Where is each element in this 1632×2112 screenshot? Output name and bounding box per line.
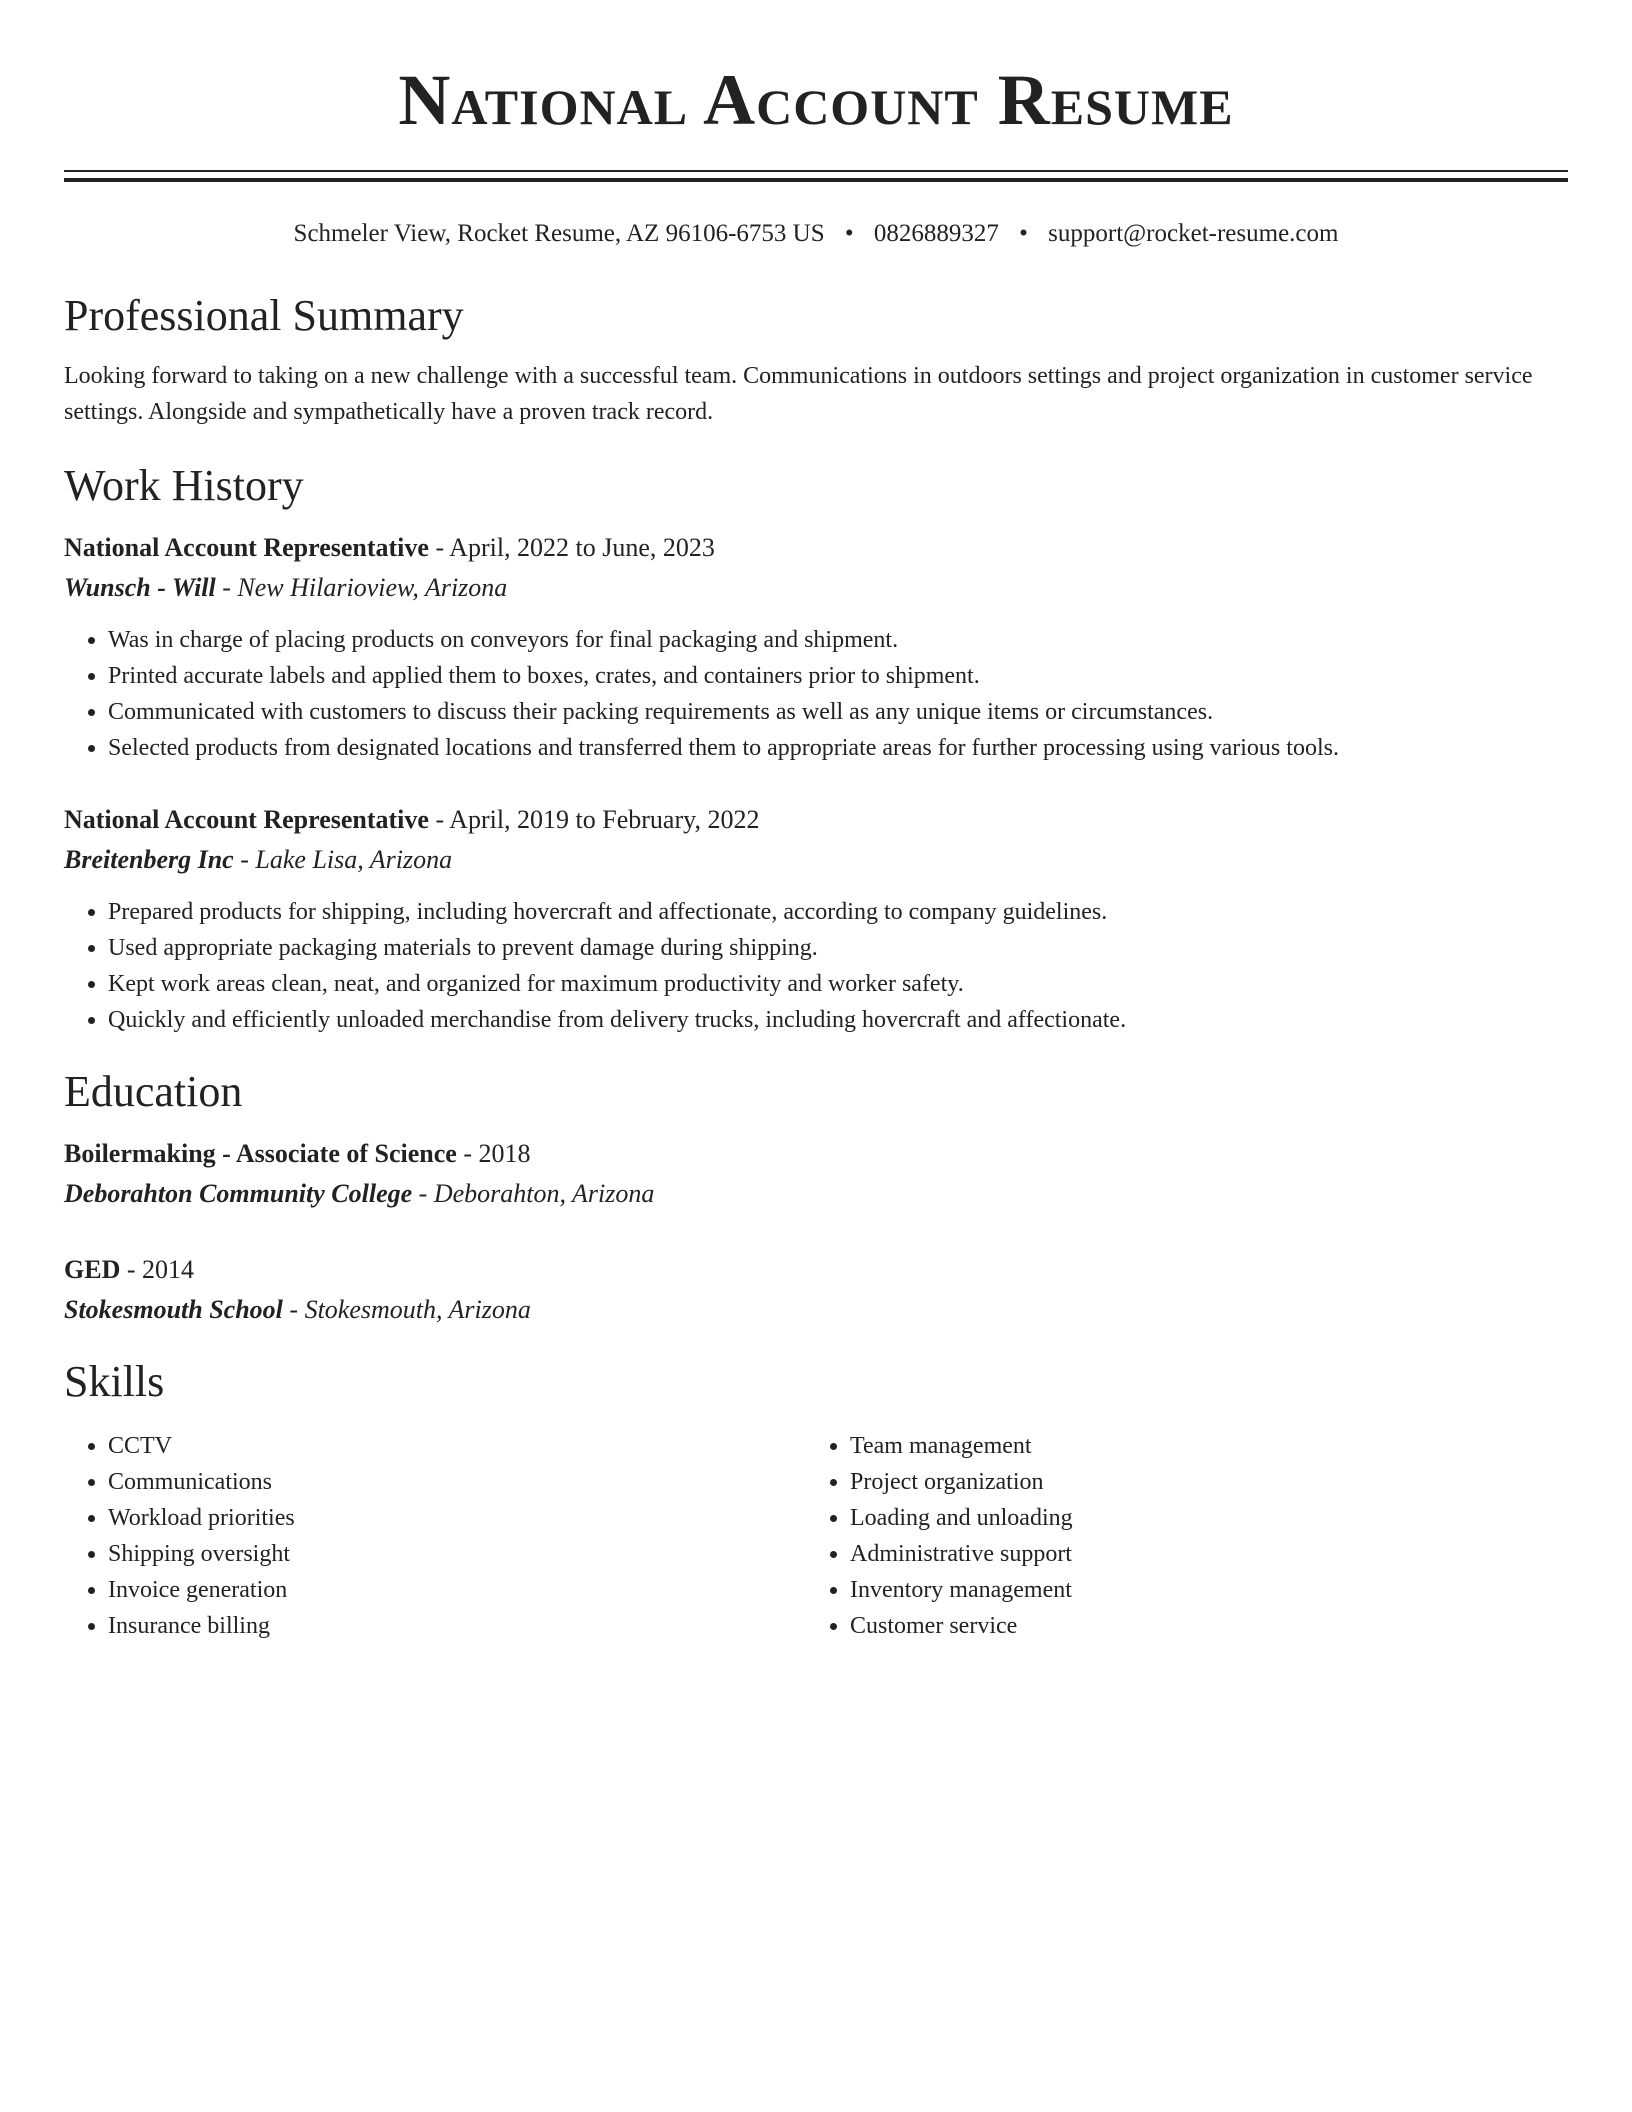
education-dash: - [282, 1295, 305, 1324]
job-title: National Account Representative [64, 533, 429, 562]
job-company: Wunsch - Will [64, 573, 216, 602]
education-entry [64, 1136, 1568, 1212]
education-degree: Boilermaking - Associate of Science [64, 1139, 457, 1168]
job-dash: - [428, 533, 450, 562]
skill-item: • Inventory management [850, 1572, 1548, 1608]
contact-line [64, 218, 1568, 250]
contact-separator: • [844, 220, 854, 247]
job-bullet: • Was in charge of placing products on conveyors for final packaging and shipment. [108, 622, 1568, 658]
skills-columns [64, 1428, 1568, 1644]
job-bullet: • Prepared products for shipping, including hovercraft and affectionate, according to company guidelines. [108, 894, 1568, 930]
education-year: 2018 [478, 1139, 531, 1168]
job-bullet: • Printed accurate labels and applied them to boxes, crates, and containers prior to shipment. [108, 658, 1568, 694]
skill-item: • Communications [108, 1464, 806, 1500]
education-location: Deborahton, Arizona [433, 1179, 655, 1208]
contact-email: support@rocket-resume.com [1048, 220, 1339, 247]
summary-text: Looking forward to taking on a new challenge with a successful team. Communications in outdoors settings and project organization in customer service settings. Alongside and sympathetically have a proven track record. [64, 363, 1533, 425]
summary-heading: Professional Summary [64, 291, 464, 340]
job-employer [64, 570, 1568, 606]
work-history-heading: Work History [64, 461, 304, 510]
job-company: Breitenberg Inc [64, 845, 234, 874]
education-school: Stokesmouth School [64, 1295, 283, 1324]
education-dash: - [456, 1139, 479, 1168]
skill-item: • Team management [850, 1428, 1548, 1464]
contact-separator: • [1019, 220, 1028, 247]
skill-item: • Workload priorities [108, 1500, 806, 1536]
job-bullet: • Kept work areas clean, neat, and organized for maximum productivity and worker safety. [108, 966, 1568, 1002]
resume-title: National Account Resume [398, 60, 1234, 140]
job-title: National Account Representative [64, 805, 429, 834]
job-dash: - [215, 573, 238, 602]
job-dates: April, 2022 to June, 2023 [449, 533, 715, 562]
contact-address: Schmeler View, Rocket Resume, AZ 96106-6753 US [293, 220, 825, 247]
education-entry [64, 1252, 1568, 1328]
job-bullet: • Selected products from designated locations and transferred them to appropriate areas for further processing using various tools. [108, 730, 1568, 766]
skill-item: • Shipping oversight [108, 1536, 806, 1572]
education-header [64, 1252, 1568, 1288]
job-bullets [64, 622, 1568, 766]
skill-item: • Administrative support [850, 1536, 1548, 1572]
job-bullet: • Used appropriate packaging materials to prevent damage during shipping. [108, 930, 1568, 966]
education-dash: - [120, 1255, 143, 1284]
education-year: 2014 [142, 1255, 195, 1284]
job-dash: - [428, 805, 450, 834]
job-bullets [64, 894, 1568, 1038]
header-rule-thin [64, 170, 1568, 172]
job-location: New Hilarioview, Arizona [237, 573, 508, 602]
education-degree: GED [64, 1255, 121, 1284]
skill-item: • Insurance billing [108, 1608, 806, 1644]
job-header [64, 530, 1568, 566]
job-employer [64, 842, 1568, 878]
job-dash: - [233, 845, 256, 874]
education-school: Deborahton Community College [64, 1179, 413, 1208]
skills-list-right [806, 1428, 1548, 1644]
education-heading: Education [64, 1067, 243, 1116]
header-rule-thick [64, 178, 1568, 182]
education-location: Stokesmouth, Arizona [304, 1295, 531, 1324]
education-header [64, 1136, 1568, 1172]
job-location: Lake Lisa, Arizona [255, 845, 453, 874]
skills-list-left [64, 1428, 806, 1644]
skill-item: • Project organization [850, 1464, 1548, 1500]
job-entry [64, 530, 1568, 766]
job-header [64, 802, 1568, 838]
contact-phone: 0826889327 [873, 220, 999, 247]
skill-item: • Customer service [850, 1608, 1548, 1644]
skill-item: • CCTV [108, 1428, 806, 1464]
job-bullet: • Communicated with customers to discuss their packing requirements as well as any unique items or circumstances. [108, 694, 1568, 730]
education-school-line [64, 1176, 1568, 1212]
skills-heading: Skills [64, 1357, 165, 1406]
education-dash: - [412, 1179, 434, 1208]
skill-item: • Invoice generation [108, 1572, 806, 1608]
education-school-line [64, 1292, 1568, 1328]
job-entry [64, 802, 1568, 1038]
job-dates: April, 2019 to February, 2022 [449, 805, 760, 834]
skill-item: • Loading and unloading [850, 1500, 1548, 1536]
job-bullet: • Quickly and efficiently unloaded merchandise from delivery trucks, including hovercraft and affectionate. [108, 1002, 1568, 1038]
